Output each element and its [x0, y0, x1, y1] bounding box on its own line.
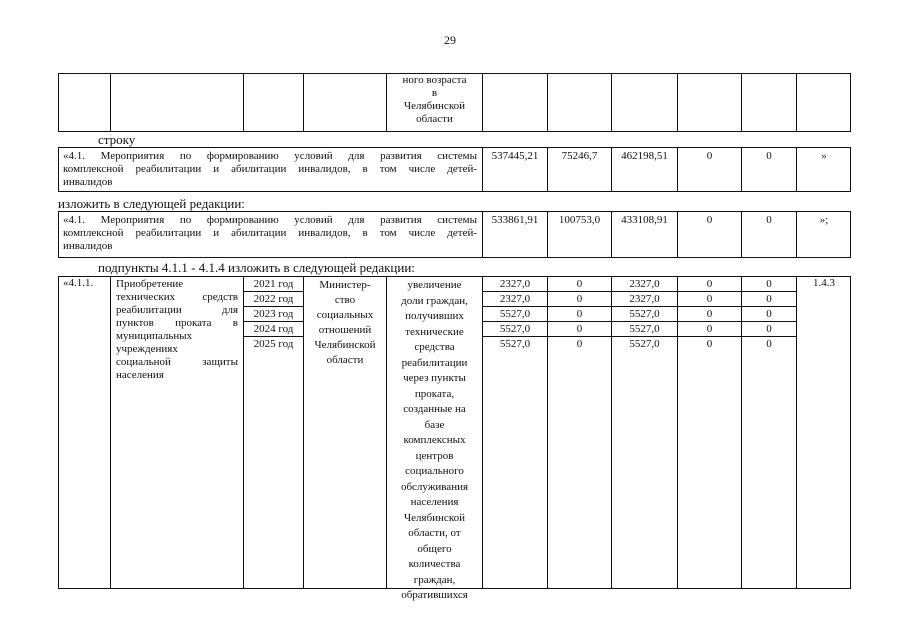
value-cell: 5527,0 — [499, 323, 531, 335]
row-new-quote: »; — [819, 214, 829, 226]
row-new-other: 0 — [766, 214, 772, 226]
label-line-podpunkty: подпункты 4.1.1 - 4.1.4 изложить в следующей редакции: — [98, 260, 415, 275]
value-cell: 0 — [706, 323, 713, 335]
row-old-other: 0 — [766, 150, 772, 162]
item-code: 1.4.3 — [813, 277, 835, 289]
row-old-regional: 75246,7 — [561, 150, 598, 162]
row-old-local: 0 — [706, 150, 713, 162]
value-cell: 0 — [576, 338, 583, 350]
item-indicator: увеличение доли граждан, получивших технические средства реабилитации через пункты проката, созданные на базе комплексных центров социального обслуживания населения Челябинской области, от общего количества граждан, обратившихся — [400, 279, 469, 601]
item-number: «4.1.1. — [63, 277, 94, 289]
value-cell: 0 — [576, 278, 583, 290]
row-new-federal: 433108,91 — [621, 214, 668, 226]
value-cell: 0 — [706, 338, 713, 350]
item-year-2022: 2022 год — [253, 293, 294, 305]
value-cell: 0 — [766, 308, 772, 320]
value-cell: 0 — [766, 338, 772, 350]
value-cell: 2327,0 — [629, 278, 660, 290]
item-year-2023: 2023 год — [253, 308, 294, 320]
item-year-2021: 2021 год — [253, 278, 294, 290]
row-old-quote: » — [821, 150, 827, 162]
value-cell: 0 — [766, 293, 772, 305]
value-cell: 0 — [766, 323, 772, 335]
value-cell: 2327,0 — [499, 293, 531, 305]
row-new-regional: 100753,0 — [558, 214, 601, 226]
page-number: 29 — [444, 33, 456, 47]
value-cell: 0 — [576, 323, 583, 335]
value-cell: 5527,0 — [499, 308, 531, 320]
value-cell: 0 — [706, 308, 713, 320]
value-cell: 2327,0 — [499, 278, 531, 290]
value-cell: 5527,0 — [499, 338, 531, 350]
row-old-text: «4.1. Мероприятия по формированию условий для развития системы комплексной реабилитации и абилитации инвалидов, в том числе детей- инвалидов — [63, 150, 477, 188]
row-old-federal: 462198,51 — [621, 150, 668, 162]
value-cell: 2327,0 — [629, 293, 660, 305]
item-executor: Министер- ство социальных отношений Челябинской области — [314, 279, 376, 366]
item-year-2025: 2025 год — [253, 338, 294, 350]
label-line-stroku: строку — [98, 132, 136, 147]
row-new-total: 533861,91 — [491, 214, 539, 226]
item-year-2024: 2024 год — [253, 323, 294, 335]
label-line-izlozhit: изложить в следующей редакции: — [58, 196, 245, 211]
row-old-total: 537445,21 — [491, 150, 539, 162]
value-cell: 0 — [576, 308, 583, 320]
value-cell: 0 — [706, 278, 713, 290]
value-cell: 0 — [706, 293, 713, 305]
row-new-local: 0 — [706, 214, 713, 226]
row-new-text: «4.1. Мероприятия по формированию условий для развития системы комплексной реабилитации и абилитации инвалидов, в том числе детей- инвалидов — [63, 214, 477, 252]
item-name: Приобретение технических средств реабилитации для пунктов проката в муниципальных учреждениях социальной защиты населения — [116, 278, 238, 381]
top-table-executor: ного возраста в Челябинской области — [402, 74, 467, 125]
value-cell: 5527,0 — [629, 338, 660, 350]
value-cell: 5527,0 — [629, 308, 660, 320]
value-cell: 0 — [766, 278, 772, 290]
value-cell: 0 — [576, 293, 583, 305]
value-cell: 5527,0 — [629, 323, 660, 335]
